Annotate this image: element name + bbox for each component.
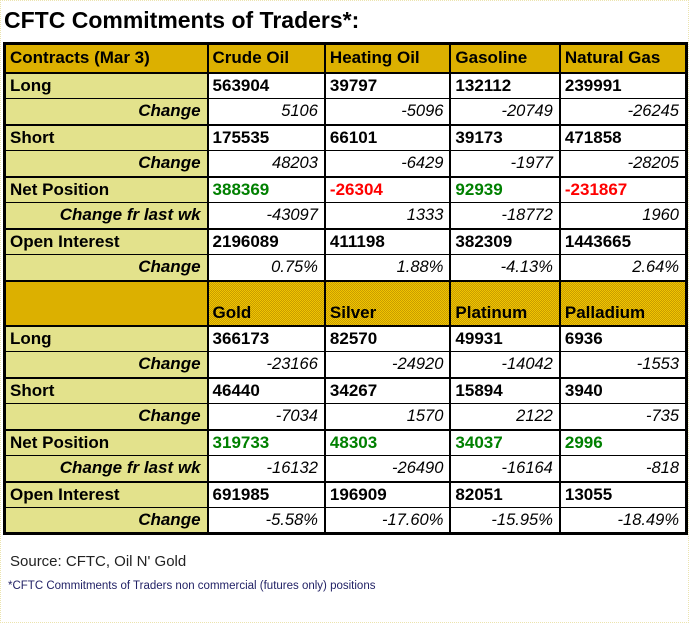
table-row bbox=[5, 378, 687, 404]
table-row bbox=[5, 326, 687, 352]
row-label: Change bbox=[5, 352, 208, 378]
data-cell: 366173 bbox=[208, 326, 325, 352]
data-cell: 1570 bbox=[325, 404, 451, 430]
row-label: Change bbox=[5, 151, 208, 177]
row-label-header: Contracts (Mar 3) bbox=[5, 44, 208, 73]
table-row bbox=[5, 99, 687, 125]
data-cell: -14042 bbox=[450, 352, 559, 378]
data-cell: -6429 bbox=[325, 151, 451, 177]
row-label: Long bbox=[5, 326, 208, 352]
data-cell: 92939 bbox=[450, 177, 559, 203]
row-label-header bbox=[5, 281, 208, 326]
table-row bbox=[5, 482, 687, 508]
data-cell: 15894 bbox=[450, 378, 559, 404]
data-cell: 48203 bbox=[208, 151, 325, 177]
data-cell: 1333 bbox=[325, 203, 451, 229]
data-cell: 13055 bbox=[560, 482, 687, 508]
data-cell: -1553 bbox=[560, 352, 687, 378]
data-cell: -5096 bbox=[325, 99, 451, 125]
page-title: CFTC Commitments of Traders*: bbox=[4, 7, 360, 33]
metals-section bbox=[5, 281, 687, 534]
data-cell: -43097 bbox=[208, 203, 325, 229]
data-cell: 48303 bbox=[325, 430, 451, 456]
row-label: Net Position bbox=[5, 430, 208, 456]
data-cell: 388369 bbox=[208, 177, 325, 203]
data-cell: 3940 bbox=[560, 378, 687, 404]
data-cell: 6936 bbox=[560, 326, 687, 352]
table-row bbox=[5, 125, 687, 151]
data-cell: 82570 bbox=[325, 326, 451, 352]
data-cell: -4.13% bbox=[450, 255, 559, 281]
data-cell: 132112 bbox=[450, 73, 559, 99]
data-cell: 2996 bbox=[560, 430, 687, 456]
data-cell: 1.88% bbox=[325, 255, 451, 281]
header-row bbox=[5, 281, 687, 326]
commodity-header: Heating Oil bbox=[325, 44, 451, 73]
data-cell: -231867 bbox=[560, 177, 687, 203]
data-cell: 39797 bbox=[325, 73, 451, 99]
table-row bbox=[5, 404, 687, 430]
data-cell: -16164 bbox=[450, 456, 559, 482]
data-cell: 691985 bbox=[208, 482, 325, 508]
data-cell: 34267 bbox=[325, 378, 451, 404]
data-cell: 39173 bbox=[450, 125, 559, 151]
data-cell: -15.95% bbox=[450, 508, 559, 534]
data-cell: -26245 bbox=[560, 99, 687, 125]
row-label: Change fr last wk bbox=[5, 203, 208, 229]
source-note: Source: CFTC, Oil N' Gold bbox=[10, 553, 187, 570]
table-row bbox=[5, 73, 687, 99]
table-row bbox=[5, 203, 687, 229]
data-cell: 34037 bbox=[450, 430, 559, 456]
table-row bbox=[5, 508, 687, 534]
data-cell: -26304 bbox=[325, 177, 451, 203]
data-cell: 46440 bbox=[208, 378, 325, 404]
table-row bbox=[5, 430, 687, 456]
data-cell: 82051 bbox=[450, 482, 559, 508]
commodity-header: Crude Oil bbox=[208, 44, 325, 73]
commodity-header: Silver bbox=[325, 281, 451, 326]
commodity-header: Gold bbox=[208, 281, 325, 326]
commodity-header: Natural Gas bbox=[560, 44, 687, 73]
data-cell: -735 bbox=[560, 404, 687, 430]
data-cell: -28205 bbox=[560, 151, 687, 177]
data-cell: 2.64% bbox=[560, 255, 687, 281]
data-cell: 1443665 bbox=[560, 229, 687, 255]
data-cell: -7034 bbox=[208, 404, 325, 430]
row-label: Open Interest bbox=[5, 229, 208, 255]
table-row bbox=[5, 352, 687, 378]
commodity-header: Gasoline bbox=[450, 44, 559, 73]
data-cell: 239991 bbox=[560, 73, 687, 99]
row-label: Change bbox=[5, 255, 208, 281]
footnote: *CFTC Commitments of Traders non commercial (futures only) positions bbox=[8, 580, 376, 592]
data-cell: 319733 bbox=[208, 430, 325, 456]
row-label: Short bbox=[5, 125, 208, 151]
row-label: Open Interest bbox=[5, 482, 208, 508]
data-cell: -17.60% bbox=[325, 508, 451, 534]
data-cell: 2196089 bbox=[208, 229, 325, 255]
table-row bbox=[5, 229, 687, 255]
data-cell: 2122 bbox=[450, 404, 559, 430]
data-cell: 196909 bbox=[325, 482, 451, 508]
data-cell: -16132 bbox=[208, 456, 325, 482]
data-cell: -24920 bbox=[325, 352, 451, 378]
data-cell: 471858 bbox=[560, 125, 687, 151]
data-cell: 1960 bbox=[560, 203, 687, 229]
row-label: Short bbox=[5, 378, 208, 404]
cot-table bbox=[3, 42, 688, 535]
row-label: Change bbox=[5, 404, 208, 430]
data-cell: 5106 bbox=[208, 99, 325, 125]
data-cell: -1977 bbox=[450, 151, 559, 177]
data-cell: 0.75% bbox=[208, 255, 325, 281]
commodity-header: Palladium bbox=[560, 281, 687, 326]
header-row bbox=[5, 44, 687, 73]
data-cell: 563904 bbox=[208, 73, 325, 99]
data-cell: -818 bbox=[560, 456, 687, 482]
row-label: Long bbox=[5, 73, 208, 99]
row-label: Change fr last wk bbox=[5, 456, 208, 482]
row-label: Change bbox=[5, 99, 208, 125]
table-row bbox=[5, 456, 687, 482]
data-cell: -5.58% bbox=[208, 508, 325, 534]
data-cell: 49931 bbox=[450, 326, 559, 352]
table-row bbox=[5, 151, 687, 177]
data-cell: 66101 bbox=[325, 125, 451, 151]
data-cell: 175535 bbox=[208, 125, 325, 151]
table-row bbox=[5, 255, 687, 281]
data-cell: 382309 bbox=[450, 229, 559, 255]
data-cell: -23166 bbox=[208, 352, 325, 378]
row-label: Change bbox=[5, 508, 208, 534]
data-cell: -20749 bbox=[450, 99, 559, 125]
data-cell: -26490 bbox=[325, 456, 451, 482]
data-cell: -18.49% bbox=[560, 508, 687, 534]
row-label: Net Position bbox=[5, 177, 208, 203]
table-row bbox=[5, 177, 687, 203]
data-cell: -18772 bbox=[450, 203, 559, 229]
commodity-header: Platinum bbox=[450, 281, 559, 326]
data-cell: 411198 bbox=[325, 229, 451, 255]
energy-section bbox=[5, 44, 687, 281]
